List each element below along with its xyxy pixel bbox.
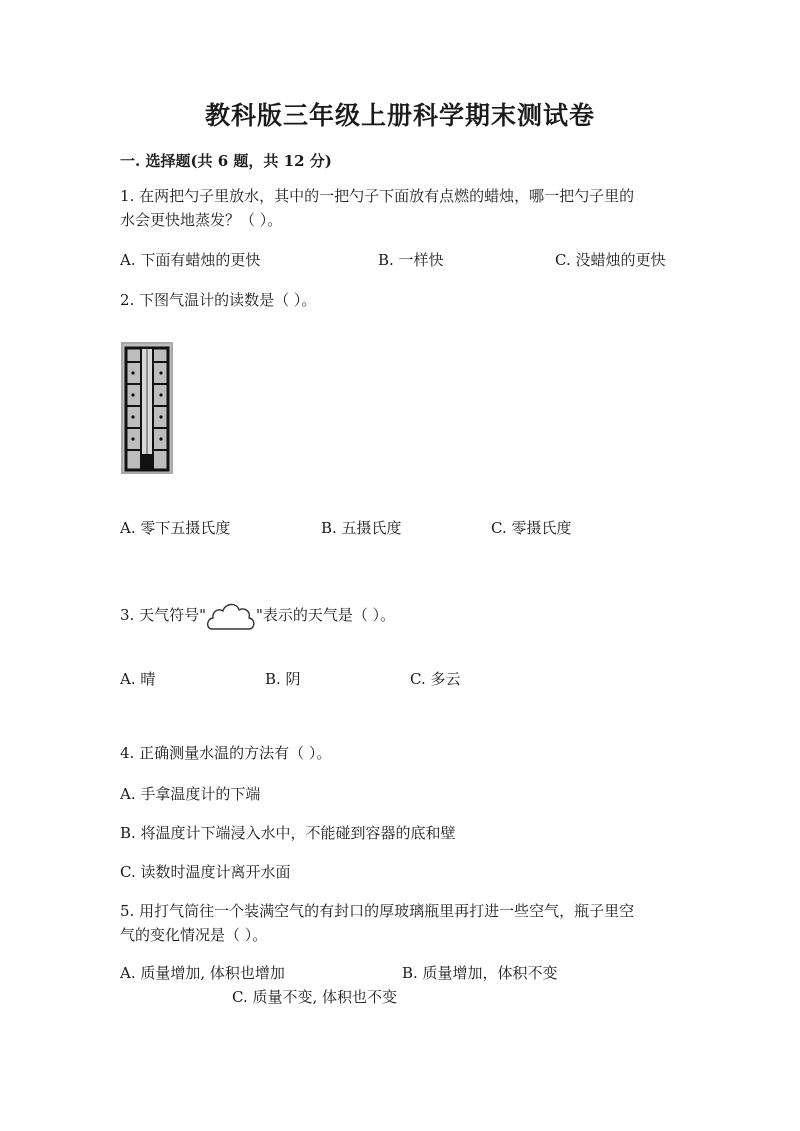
question-5-option-b: B. 质量增加，体积不变 xyxy=(402,964,558,982)
section-heading: 一. 选择题(共 6 题，共 12 分) xyxy=(120,152,332,170)
question-4-option-a: A. 手拿温度计的下端 xyxy=(120,785,261,803)
question-5-stem-line2: 气的变化情况是（ ）。 xyxy=(120,926,268,944)
question-1-option-b: B. 一样快 xyxy=(378,251,444,269)
question-3-option-c: C. 多云 xyxy=(410,670,461,688)
page-title: 教科版三年级上册科学期末测试卷 xyxy=(204,101,595,130)
question-1-stem-line2: 水会更快地蒸发？（ ）。 xyxy=(120,211,283,229)
question-5-option-c: C. 质量不变, 体积也不变 xyxy=(232,988,398,1006)
question-3-option-a: A. 晴 xyxy=(120,670,156,688)
question-2-option-a: A. 零下五摄氏度 xyxy=(120,519,231,537)
question-1-stem-line1: 1. 在两把勺子里放水，其中的一把勺子下面放有点燃的蜡烛，哪一把勺子里的 xyxy=(120,187,635,205)
question-1-option-c: C. 没蜡烛的更快 xyxy=(555,251,666,269)
question-4-stem: 4. 正确测量水温的方法有（ ）。 xyxy=(120,744,332,762)
question-3-stem xyxy=(120,598,395,633)
thermometer-icon xyxy=(121,342,173,474)
question-2-stem: 2. 下图气温计的读数是（ ）。 xyxy=(120,291,317,309)
cloud-icon xyxy=(206,599,256,633)
question-4-option-c: C. 读数时温度计离开水面 xyxy=(120,863,291,881)
question-5-option-a: A. 质量增加, 体积也增加 xyxy=(120,964,285,982)
question-4-option-b: B. 将温度计下端浸入水中，不能碰到容器的底和壁 xyxy=(120,824,456,842)
question-3-stem-suffix: "表示的天气是（ ）。 xyxy=(255,606,396,624)
question-5-stem-line1: 5. 用打气筒往一个装满空气的有封口的厚玻璃瓶里再打进一些空气，瓶子里空 xyxy=(120,902,635,920)
question-1-option-a: A. 下面有蜡烛的更快 xyxy=(120,251,261,269)
question-2-option-c: C. 零摄氏度 xyxy=(491,519,572,537)
question-3-option-b: B. 阴 xyxy=(265,670,301,688)
question-2-option-b: B. 五摄氏度 xyxy=(321,519,402,537)
question-3-stem-prefix: 3. 天气符号" xyxy=(120,606,206,624)
